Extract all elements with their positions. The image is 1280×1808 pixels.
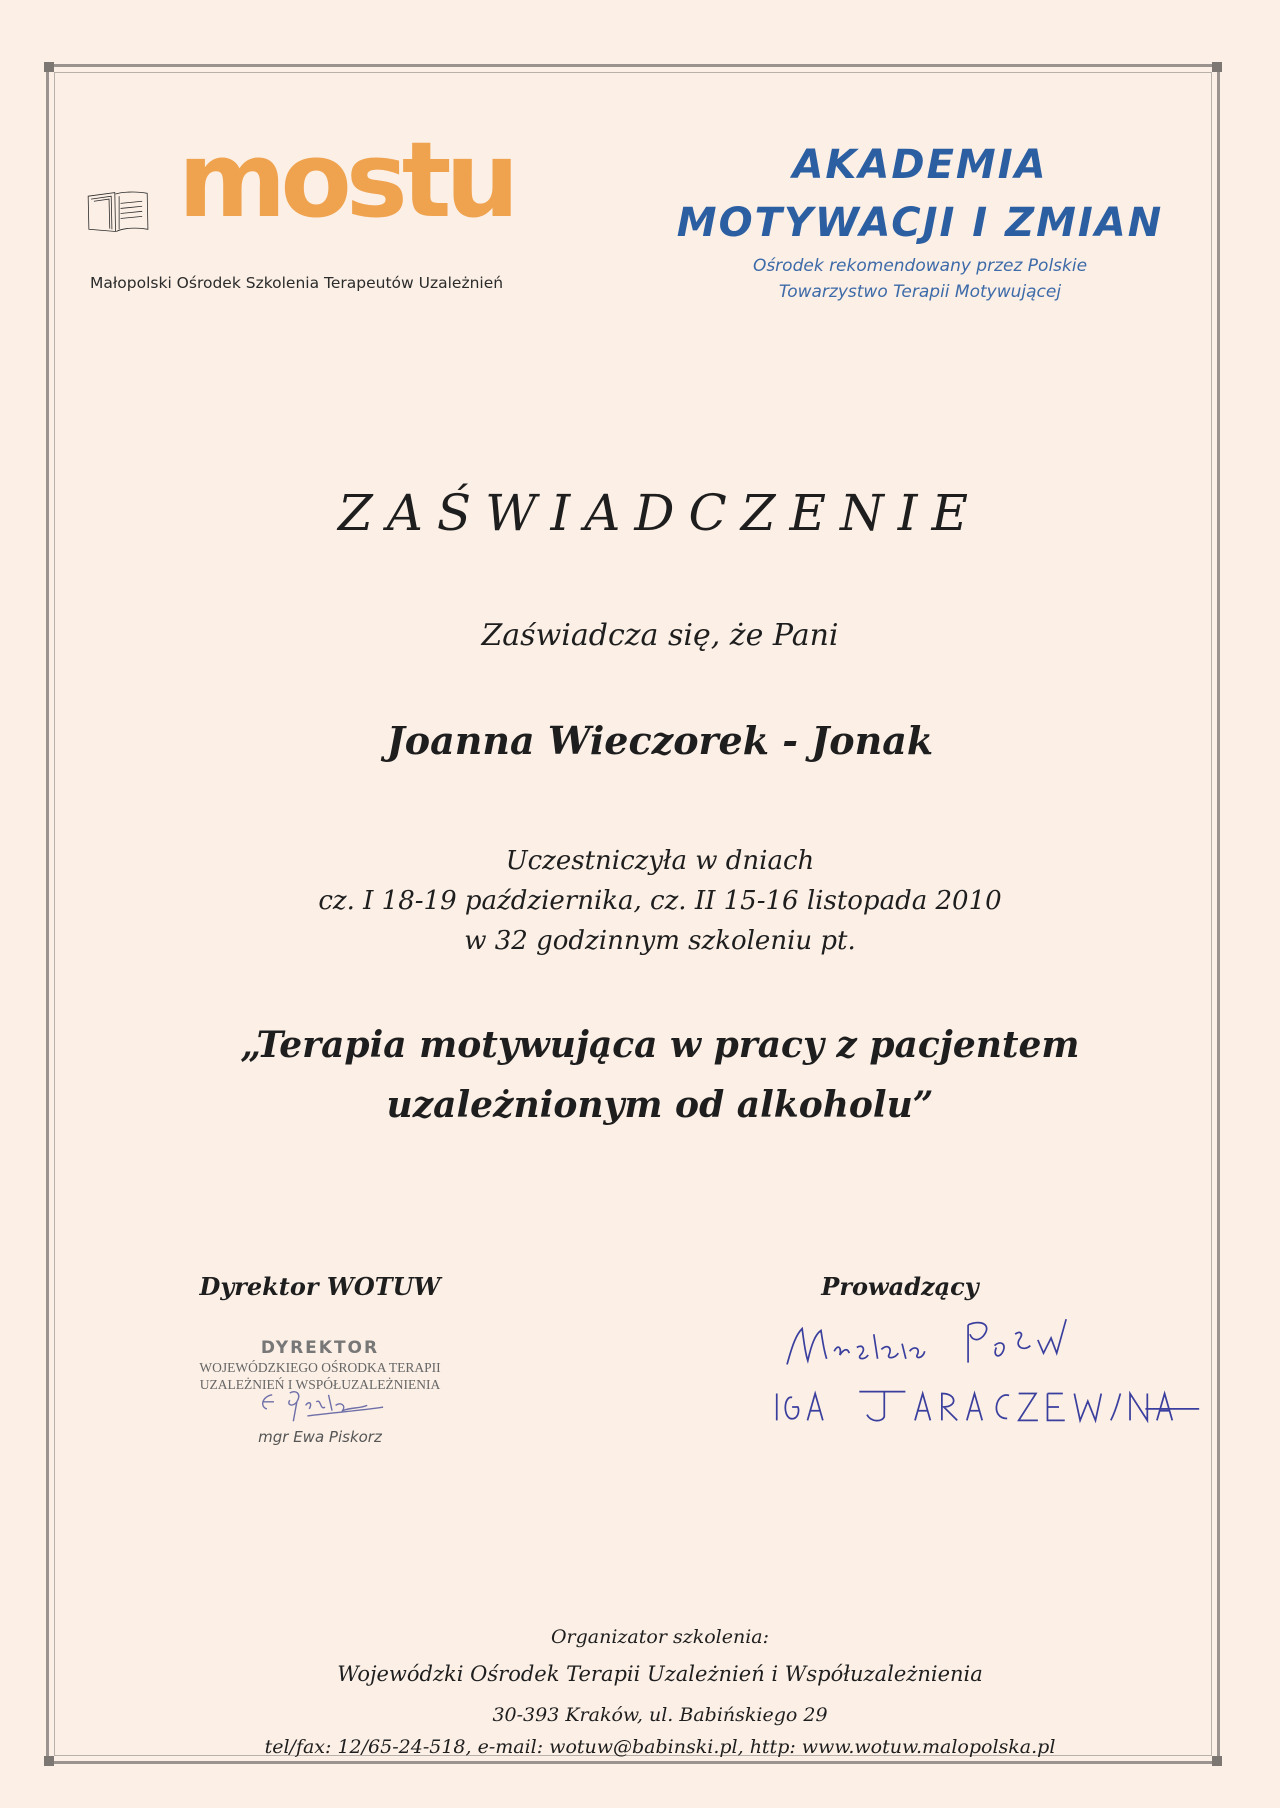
attendance-line3: w 32 godzinnym szkoleniu pt.	[464, 926, 856, 956]
organizer-name: Wojewódzki Ośrodek Terapii Uzależnień i Współuzależnienia	[337, 1662, 983, 1686]
akademia-title-line2: MOTYWACJI I ZMIAN	[676, 200, 1164, 246]
corner-ornament	[44, 62, 54, 72]
akademia-subtitle-line2: Towarzystwo Terapii Motywującej	[778, 282, 1062, 302]
director-signature	[250, 1386, 400, 1430]
akademia-subtitle-line1: Ośrodek rekomendowany przez Polskie	[752, 256, 1088, 276]
certificate-title: ZAŚWIADCZENIE	[338, 484, 982, 542]
instructor-heading: Prowadzący	[821, 1272, 979, 1301]
akademia-title-line1: AKADEMIA	[792, 142, 1048, 188]
corner-ornament	[1212, 1756, 1222, 1766]
director-name: mgr Ewa Piskorz	[258, 1428, 382, 1446]
organizer-contact: tel/fax: 12/65-24-518, e-mail: wotuw@babinski.pl, http: www.wotuw.malopolska.pl	[264, 1736, 1056, 1758]
organizer-heading: Organizator szkolenia:	[550, 1626, 770, 1648]
course-title-line1: „Terapia motywująca w pracy z pacjentem	[240, 1024, 1080, 1066]
corner-ornament	[1212, 62, 1222, 72]
director-heading: Dyrektor WOTUW	[199, 1272, 441, 1301]
corner-ornament	[44, 1756, 54, 1766]
mostu-wordmark: mostu	[178, 119, 514, 241]
attendance-line1: Uczestniczyła w dniach	[505, 846, 815, 876]
attendance-line2: cz. I 18-19 października, cz. II 15-16 listopada 2010	[318, 886, 1002, 916]
stamp-line: WOJEWÓDZKIEGO OŚRODKA TERAPII	[199, 1360, 441, 1375]
instructor-signature-2	[762, 1382, 1212, 1430]
recipient-name: Joanna Wieczorek - Jonak	[386, 718, 934, 763]
stamp-line: UZALEŻNIEŃ I WSPÓŁUZALEŻNIENIA	[199, 1377, 441, 1392]
stamp-title: DYREKTOR	[260, 1338, 380, 1358]
mostu-subtitle: Małopolski Ośrodek Szkolenia Terapeutów Uzależnień	[90, 274, 504, 292]
instructor-signature-1	[778, 1306, 1128, 1372]
certificate-intro: Zaświadcza się, że Pani	[481, 618, 839, 653]
course-title-line2: uzależnionym od alkoholu”	[386, 1084, 934, 1126]
organizer-address: 30-393 Kraków, ul. Babińskiego 29	[492, 1704, 828, 1726]
